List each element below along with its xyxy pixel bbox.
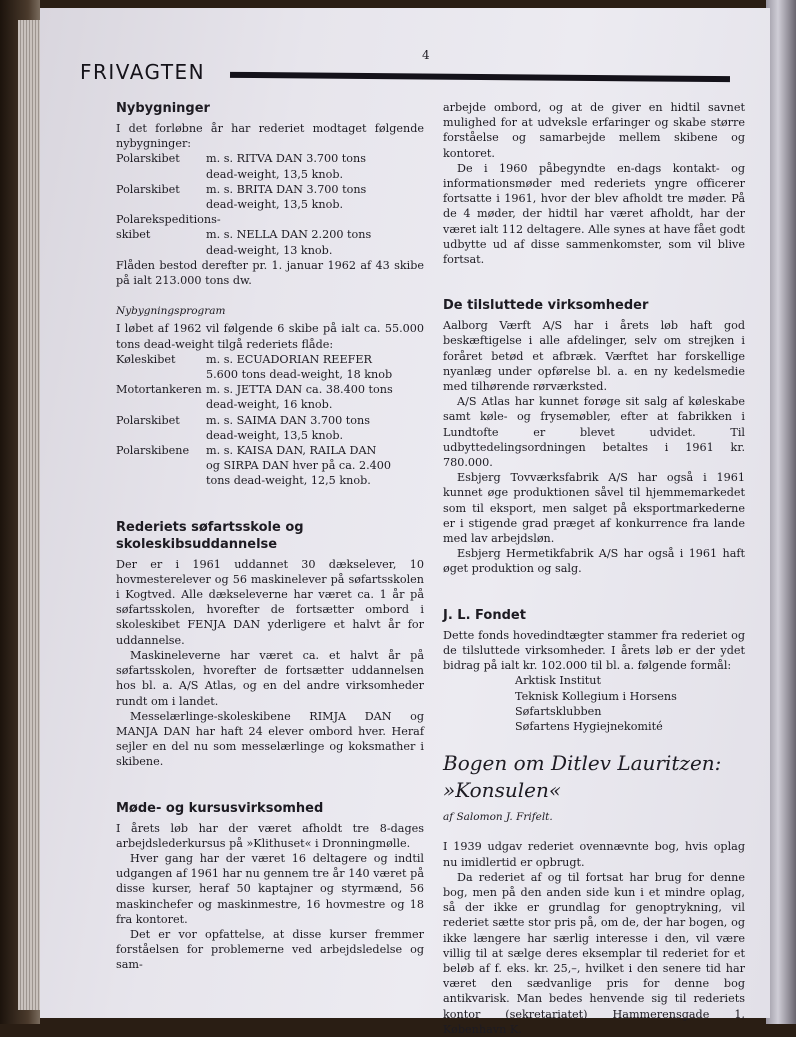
ship-detail: m. s. RITVA DAN 3.700 tons xyxy=(206,152,366,166)
byline: af Salomon J. Frifelt. xyxy=(443,811,553,824)
magazine-page xyxy=(40,8,770,1036)
list-item: Teknisk Kollegium i Horsens xyxy=(515,689,677,703)
ship-detail: dead-weight, 13,5 knob. xyxy=(206,428,344,442)
spacer xyxy=(443,267,745,297)
paragraph: Da rederiet af og til fortsat har brug for denne bog, men på den anden side kun i et mindre oplag, så der ikke er grundlag for genoptrykning, vil rederiet sætte stor pris på, om de, der har bogen, og ikke længere har særlig interesse i den, vil være villig til at sælge deres eksemplar til rederiet for et beløb af f. eks. kr. 25,–, hvilket i den senere tid har været den sædvanlige pris for denne bog antikvarisk. Man bedes henvende sig til rederiets kontor (sekretariatet) Hammerensgade 1, København K. xyxy=(443,870,745,1036)
paragraph: Dette fonds hovedindtægter stammer fra rederiet og de tilsluttede virksomheder. I årets løb er der ydet bidrag på ialt kr. 102.000 til bl. a. følgende formål: xyxy=(443,628,745,673)
ship-detail: m. s. KAISA DAN, RAILA DAN xyxy=(206,444,377,458)
paragraph: arbejde ombord, og at de giver en hidtil savnet mulighed for at udveksle erfaringer og skabe større forståelse og samarbejde mellem skibene og kontoret. xyxy=(443,101,745,160)
ship-type: Motortankeren xyxy=(116,383,202,397)
spacer xyxy=(116,770,424,800)
list-item: Søfartsklubben xyxy=(515,704,602,718)
background-right xyxy=(766,0,796,1024)
ship-entry xyxy=(116,352,424,382)
ship-entry xyxy=(116,212,424,227)
ship-detail: m. s. NELLA DAN 2.200 tons xyxy=(206,228,372,242)
ship-type: Polarskibene xyxy=(116,444,190,458)
ship-detail: tons dead-weight, 12,5 knob. xyxy=(206,474,371,488)
paragraph: Der er i 1961 uddannet 30 dækselever, 10 hovmesterelever og 56 maskinelever på søfartsskolen i Kogtved. Alle dækseleverne har været ca. 1 år på søfartsskolen, hvorefter de fortsætter ombord i skoleskibet FENJA DAN yderligere et halvt år for uddannelse. xyxy=(116,557,424,647)
paragraph: Messelærlinge-skoleskibene RIMJA DAN og MANJA DAN har haft 24 elever ombord hver. Heraf sejler en del nu som messelærlinge og koksmather i skibene. xyxy=(116,709,424,769)
paragraph: I det forløbne år har rederiet modtaget følgende nybygninger: xyxy=(116,122,424,151)
spacer xyxy=(116,288,424,304)
page-number: 4 xyxy=(422,48,430,62)
ship-entry xyxy=(116,413,424,443)
paragraph: I 1939 udgav rederiet ovennævnte bog, hvis oplag nu imidlertid er opbrugt. xyxy=(443,840,745,869)
ship-detail: og SIRPA DAN hver på ca. 2.400 xyxy=(206,459,392,473)
ship-type: skibet xyxy=(116,228,151,242)
ship-detail: m. s. ECUADORIAN REEFER xyxy=(206,352,372,366)
spacer xyxy=(116,489,424,519)
title-line: »Konsulen« xyxy=(443,778,562,803)
paragraph: Det er vor opfattelse, at disse kurser fremmer forståelsen for problemerne ved arbejdsledelse og sam- xyxy=(116,927,424,972)
paragraph: De i 1960 påbegyndte en-dags kontakt- og informationsmøder med rederiets yngre officerer fortsatte i 1961, hvor der blev afholdt tre møder. På de 4 møder, der hidtil har været afholdt, har der været ialt 112 deltagere. Alle synes at have fået godt udbytte ud af disse sammenkomster, som vil blive fortsat. xyxy=(443,161,745,267)
ship-type: Køleskibet xyxy=(116,352,176,366)
ship-entry xyxy=(116,382,424,412)
ship-detail: dead-weight, 16 knob. xyxy=(206,398,333,412)
ship-type: Polarskibet xyxy=(116,413,180,427)
subheading-nybygningsprogram: Nybygningsprogram xyxy=(116,305,226,318)
ship-detail: dead-weight, 13,5 knob. xyxy=(206,198,344,212)
list-item: Arktisk Institut xyxy=(515,674,601,688)
ship-detail: m. s. JETTA DAN ca. 38.400 tons xyxy=(206,383,393,397)
ship-type: Polarskibet xyxy=(116,182,180,196)
ship-detail: dead-weight, 13,5 knob. xyxy=(206,167,344,181)
ship-detail: m. s. SAIMA DAN 3.700 tons xyxy=(206,413,370,427)
beneficiary-list xyxy=(443,673,745,734)
article-title xyxy=(443,750,745,804)
paragraph: Flåden bestod derefter pr. 1. januar 1962 af 43 skibe på ialt 213.000 tons dw. xyxy=(116,258,424,288)
heading-soefartsskole: Rederiets søfartsskole og skoleskibsuddannelse xyxy=(116,519,304,552)
ship-detail: dead-weight, 13 knob. xyxy=(206,243,333,257)
heading-tilsluttede: De tilsluttede virksomheder xyxy=(443,298,649,314)
paragraph: Hver gang har der været 16 deltagere og indtil udgangen af 1961 har nu gennem tre år 140 været på disse kurser, heraf 50 kaptajner og styrmænd, 56 maskinchefer og maskinmestre, 16 hovmestre og 18 fra kontoret. xyxy=(116,851,424,926)
right-column xyxy=(443,100,745,1037)
title-line: Bogen om Ditlev Lauritzen: xyxy=(443,751,722,776)
paragraph: Maskineleverne har været ca. et halvt år på søfartsskolen, hvorefter de fortsætter uddannelsen hos bl. a. A/S Atlas, og en del andre virksomheder rundt om i landet. xyxy=(116,648,424,708)
ship-entry xyxy=(116,443,424,489)
ship-entry xyxy=(116,151,424,181)
masthead: FRIVAGTEN xyxy=(80,60,206,84)
ship-detail: 5.600 tons dead-weight, 18 knob xyxy=(206,368,393,382)
ship-detail: m. s. BRITA DAN 3.700 tons xyxy=(206,182,367,196)
spacer xyxy=(443,577,745,607)
spacer xyxy=(443,734,745,750)
paragraph: Esbjerg Tovværksfabrik A/S har også i 1961 kunnet øge produktionen såvel til hjemmemarkedet som til eksport, men salget på eksportmarkederne er i stigende grad præget af konkurrence fra lande med lav arbejdsløn. xyxy=(443,471,745,546)
list-item: Søfartens Hygiejnekomité xyxy=(515,719,663,733)
ship-entry xyxy=(116,227,424,257)
heading-jl-fondet: J. L. Fondet xyxy=(443,607,526,623)
paragraph: Esbjerg Hermetikfabrik A/S har også i 1961 haft øget produktion og salg. xyxy=(443,547,745,576)
ship-type: Polarekspeditions- xyxy=(116,213,221,227)
masthead-rule xyxy=(230,72,730,82)
heading-moede-kursus: Møde- og kursusvirksomhed xyxy=(116,800,324,816)
heading-nybygninger: Nybygninger xyxy=(116,101,210,116)
paragraph: I løbet af 1962 vil følgende 6 skibe på ialt ca. 55.000 tons dead-weight tilgå rederiets flåde: xyxy=(116,322,424,351)
ship-type: Polarskibet xyxy=(116,152,180,166)
left-column xyxy=(116,100,424,973)
paragraph: I årets løb har der været afholdt tre 8-dages arbejdslederkursus på »Klithuset« i Dronningmølle. xyxy=(116,821,424,850)
paragraph: A/S Atlas har kunnet forøge sit salg af køleskabe samt køle- og frysemøbler, efter at fabrikken i Lundtofte er blevet udvidet. Til udbyttedelingsordningen betaltes i 1961 kr. 780.000. xyxy=(443,395,745,470)
paragraph: Aalborg Værft A/S har i årets løb haft god beskæftigelse i alle afdelinger, selv om strejken i foråret betød et afbræk. Værftet har forskellige nyanlæg under opførelse bl. a. en ny kedelsmedie med tilhørende rørværksted. xyxy=(443,319,745,394)
ship-entry xyxy=(116,182,424,212)
